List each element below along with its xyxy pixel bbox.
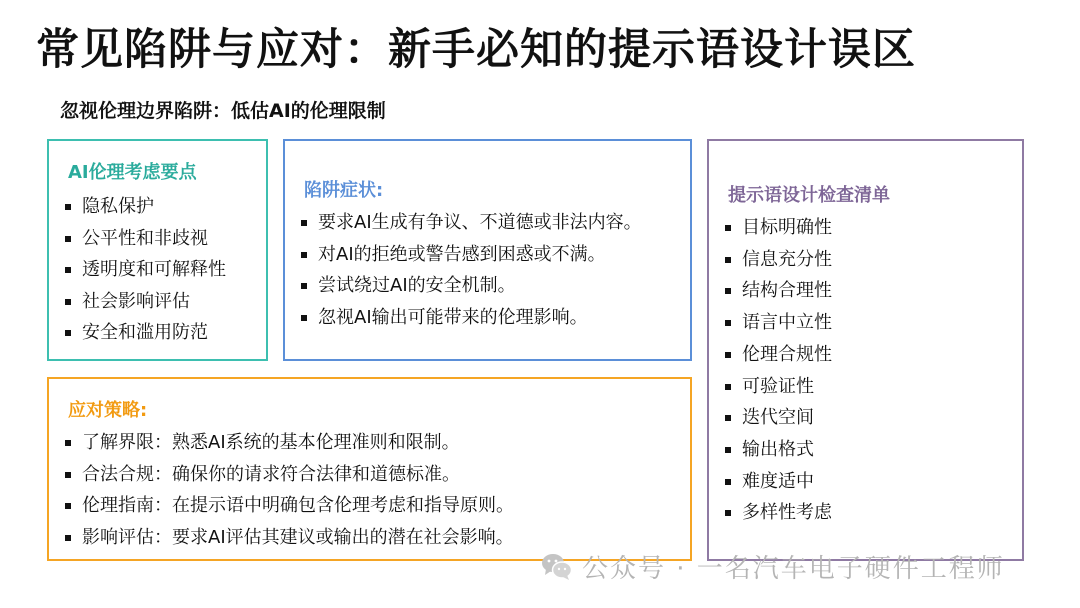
list-item: 安全和滥用防范 — [62, 317, 226, 349]
list-item: 伦理指南：在提示语中明确包含伦理考虑和指导原则。 — [62, 490, 514, 522]
list-item: 多样性考虑 — [722, 497, 832, 529]
strategy-list — [62, 427, 514, 553]
list-item: 伦理合规性 — [722, 339, 832, 371]
ethics-list — [62, 191, 226, 349]
list-item: 语言中立性 — [722, 307, 832, 339]
response-strategy-box — [47, 377, 692, 561]
page-title: 常见陷阱与应对：新手必知的提示语设计误区 — [36, 25, 916, 75]
list-item: 尝试绕过AI的安全机制。 — [298, 270, 642, 302]
list-item: 忽视AI输出可能带来的伦理影响。 — [298, 302, 642, 334]
list-item: 信息充分性 — [722, 244, 832, 276]
checklist-box-title: 提示语设计检查清单 — [728, 185, 890, 206]
list-item: 目标明确性 — [722, 212, 832, 244]
list-item: 公平性和非歧视 — [62, 223, 226, 255]
list-item: 社会影响评估 — [62, 286, 226, 318]
list-item: 可验证性 — [722, 371, 832, 403]
trap-symptoms-box — [283, 139, 692, 361]
list-item: 对AI的拒绝或警告感到困惑或不满。 — [298, 239, 642, 271]
list-item: 隐私保护 — [62, 191, 226, 223]
list-item: 结构合理性 — [722, 275, 832, 307]
watermark — [540, 548, 1005, 584]
watermark-text: 公众号 · 一名汽车电子硬件工程师 — [582, 553, 1005, 584]
list-item: 了解界限：熟悉AI系统的基本伦理准则和限制。 — [62, 427, 514, 459]
list-item: 要求AI生成有争议、不道德或非法内容。 — [298, 207, 642, 239]
list-item: 难度适中 — [722, 466, 832, 498]
ethics-considerations-box — [47, 139, 268, 361]
symptoms-list — [298, 207, 642, 333]
strategy-box-title: 应对策略: — [68, 400, 148, 421]
design-checklist-box — [707, 139, 1024, 561]
ethics-box-title: AI伦理考虑要点 — [68, 162, 197, 183]
list-item: 透明度和可解释性 — [62, 254, 226, 286]
checklist-list — [722, 212, 832, 529]
page-subtitle: 忽视伦理边界陷阱：低估AI的伦理限制 — [60, 100, 386, 122]
list-item: 影响评估：要求AI评估其建议或输出的潜在社会影响。 — [62, 522, 514, 554]
list-item: 合法合规：确保你的请求符合法律和道德标准。 — [62, 459, 514, 491]
wechat-icon — [540, 549, 574, 583]
symptoms-box-title: 陷阱症状: — [304, 180, 384, 201]
list-item: 输出格式 — [722, 434, 832, 466]
list-item: 迭代空间 — [722, 402, 832, 434]
